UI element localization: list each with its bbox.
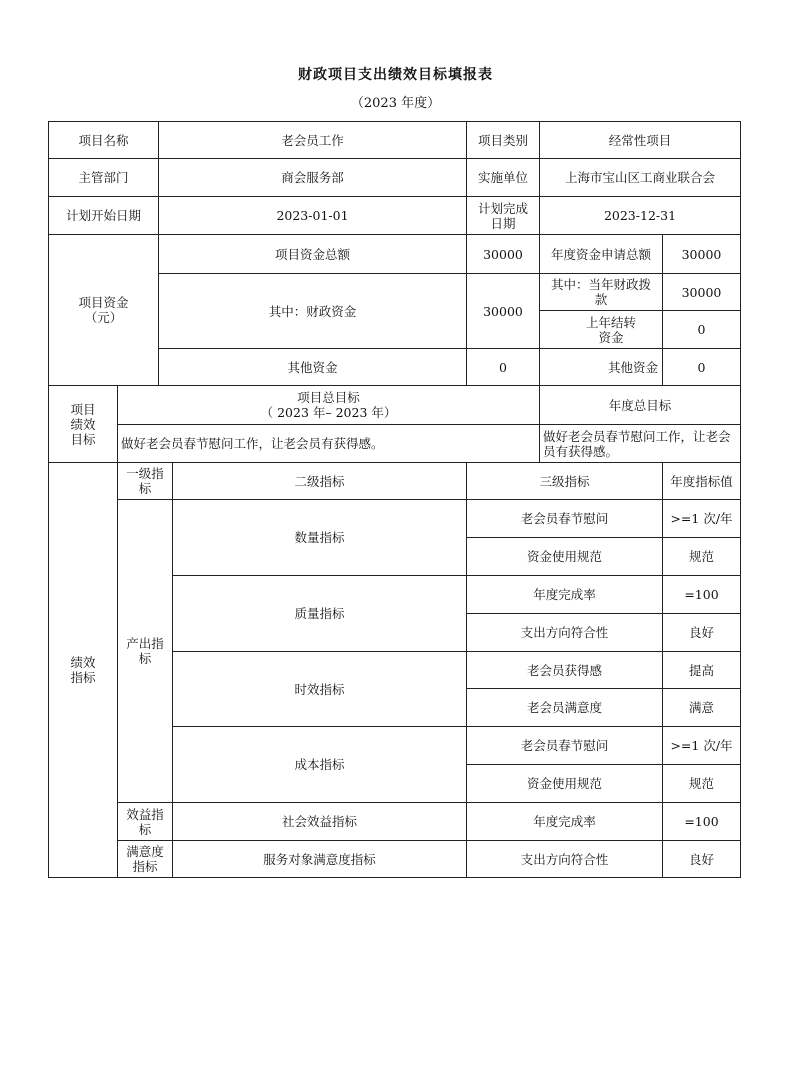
overall-goal-header [117, 385, 540, 425]
header-value: 年度指标值 [662, 462, 741, 500]
funds-current-fiscal-label: 其中：当年财政拨款 [539, 273, 663, 311]
annual-goal-header: 年度总目标 [539, 385, 741, 425]
funds-label: 项目资金（元） [48, 234, 159, 386]
funds-other-label: 其他资金 [158, 348, 467, 386]
funds-other-value: 0 [466, 348, 540, 386]
indicator-value: 规范 [662, 764, 741, 803]
impl-label: 实施单位 [466, 158, 540, 197]
dept-label: 主管部门 [48, 158, 159, 197]
overall-goal-period: （ 2023 年– 2023 年） [260, 405, 397, 420]
cost-indicator: 成本指标 [172, 726, 467, 803]
indicator-item: 支出方向符合性 [466, 840, 663, 878]
indicator-value: =100 [662, 802, 741, 841]
start-date-label: 计划开始日期 [48, 196, 159, 235]
header-level3: 三级指标 [466, 462, 663, 500]
funds-fiscal-label: 其中：财政资金 [158, 273, 467, 349]
indicator-value: 提高 [662, 651, 741, 689]
indicators-label: 绩效指标 [48, 462, 118, 878]
satisfaction-indicator-label: 满意度指标 [117, 840, 173, 878]
quantity-indicator: 数量指标 [172, 499, 467, 576]
indicator-value: =100 [662, 575, 741, 614]
funds-current-fiscal-value: 30000 [662, 273, 741, 311]
funds-other-right-label: 其他资金 [539, 348, 663, 386]
annual-goal-text: 做好老会员春节慰问工作，让老会员有获得感。 [539, 424, 741, 463]
project-name-label: 项目名称 [48, 121, 159, 159]
project-type-value: 经常性项目 [539, 121, 741, 159]
indicator-item: 支出方向符合性 [466, 613, 663, 652]
quality-indicator: 质量指标 [172, 575, 467, 652]
funds-total-value: 30000 [466, 234, 540, 274]
form-subtitle: （2023 年度） [350, 96, 441, 111]
overall-goal-text: 做好老会员春节慰问工作，让老会员有获得感。 [117, 424, 540, 463]
funds-fiscal-value: 30000 [466, 273, 540, 349]
funds-carryover-label: 上年结转资金 [539, 310, 663, 349]
funds-carryover-value: 0 [662, 310, 741, 349]
social-benefit-indicator: 社会效益指标 [172, 802, 467, 841]
indicator-item: 年度完成率 [466, 575, 663, 614]
end-date-label: 计划完成日期 [466, 196, 540, 235]
form-title: 财政项目支出绩效目标填报表 [298, 67, 493, 83]
funds-annual-value: 30000 [662, 234, 741, 274]
benefit-indicator-label: 效益指标 [117, 802, 173, 841]
overall-goal-label: 项目总目标 [297, 390, 360, 405]
indicator-item: 老会员春节慰问 [466, 499, 663, 538]
indicator-value: 满意 [662, 688, 741, 727]
end-date-value: 2023-12-31 [539, 196, 741, 235]
funds-annual-label: 年度资金申请总额 [539, 234, 663, 274]
indicator-item: 资金使用规范 [466, 764, 663, 803]
header-level1: 一级指标 [117, 462, 173, 500]
indicator-item: 老会员满意度 [466, 688, 663, 727]
indicator-item: 资金使用规范 [466, 537, 663, 576]
indicator-item: 老会员获得感 [466, 651, 663, 689]
dept-value: 商会服务部 [158, 158, 467, 197]
funds-other-right-value: 0 [662, 348, 741, 386]
indicator-item: 年度完成率 [466, 802, 663, 841]
indicator-value: 规范 [662, 537, 741, 576]
indicator-value: 良好 [662, 613, 741, 652]
timeliness-indicator: 时效指标 [172, 651, 467, 727]
output-indicator-label: 产出指标 [117, 499, 173, 803]
project-type-label: 项目类别 [466, 121, 540, 159]
service-satisfaction-indicator: 服务对象满意度指标 [172, 840, 467, 878]
indicator-value: 良好 [662, 840, 741, 878]
indicator-value: >=1 次/年 [662, 499, 741, 538]
header-level2: 二级指标 [172, 462, 467, 500]
funds-total-label: 项目资金总额 [158, 234, 467, 274]
indicator-item: 老会员春节慰问 [466, 726, 663, 765]
indicator-value: >=1 次/年 [662, 726, 741, 765]
project-name-value: 老会员工作 [158, 121, 467, 159]
goals-label: 项目绩效目标 [48, 385, 118, 463]
impl-value: 上海市宝山区工商业联合会 [539, 158, 741, 197]
start-date-value: 2023-01-01 [158, 196, 467, 235]
